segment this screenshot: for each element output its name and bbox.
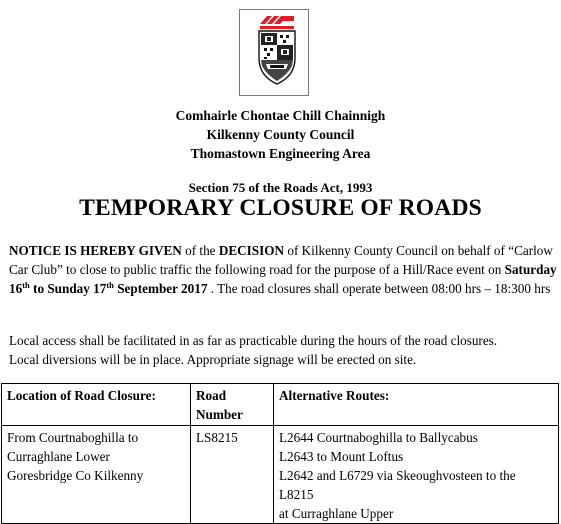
date-join: to Sunday 17 bbox=[29, 281, 107, 296]
road-number-header bbox=[191, 384, 274, 426]
table-row bbox=[2, 426, 559, 524]
location-line: Curraghlane Lower bbox=[7, 449, 110, 464]
start-date: Saturday 16 bbox=[9, 262, 557, 296]
number-header-line: Number bbox=[196, 407, 243, 422]
start-date-suffix: th bbox=[22, 280, 30, 290]
closure-hours: . The road closures shall operate between 08:00 hrs – 18:300 hrs bbox=[207, 281, 551, 296]
table-header-row bbox=[2, 384, 559, 426]
location-line: Goresbridge Co Kilkenny bbox=[7, 468, 144, 483]
local-diversions-line: Local diversions will be in place. Appropriate signage will be erected on site. bbox=[9, 352, 417, 367]
route-line: at Curraghlane Upper bbox=[279, 506, 394, 521]
notice-title: TEMPORARY CLOSURE OF ROADS bbox=[79, 195, 482, 221]
council-english-name: Kilkenny County Council bbox=[206, 127, 355, 142]
alternative-routes-cell bbox=[274, 426, 559, 524]
crest-logo bbox=[239, 9, 309, 96]
route-line: L2643 to Mount Loftus bbox=[279, 449, 404, 464]
closure-location-cell bbox=[2, 426, 191, 524]
decision-word: DECISION bbox=[218, 243, 285, 258]
route-line: L2644 Courtnaboghilla to Ballycabus bbox=[279, 430, 478, 445]
kilkenny-county-council-crest-icon bbox=[240, 10, 308, 95]
road-number-cell: LS8215 bbox=[191, 426, 274, 524]
road-closure-table bbox=[1, 383, 559, 524]
notice-paragraph bbox=[9, 241, 557, 298]
alternative-routes-header: Alternative Routes: bbox=[274, 384, 559, 426]
notice-lead-connector: of the bbox=[181, 243, 219, 258]
council-irish-name: Comhairle Chontae Chill Chainnigh bbox=[175, 108, 386, 123]
act-reference: Section 75 of the Roads Act, 1993 bbox=[188, 180, 373, 195]
route-line: L2642 and L6729 via Skeoughvosteen to the L8215 bbox=[279, 468, 516, 502]
end-date-suffix: th bbox=[106, 280, 114, 290]
local-access-line: Local access shall be facilitated in as far as practicable during the hours of the road closures. bbox=[9, 333, 498, 348]
location-header: Location of Road Closure: bbox=[2, 384, 191, 426]
road-header-line: Road bbox=[196, 388, 227, 403]
date-month-year: September 2017 bbox=[113, 281, 208, 296]
notice-lead: NOTICE IS HEREBY GIVEN bbox=[9, 243, 182, 258]
notice-body: of Kilkenny County Council on behalf of “Carlow Car Club” to close to public traffic the following road for the purpose of a Hill/Race event on bbox=[9, 243, 553, 277]
location-line: From Courtnaboghilla to bbox=[7, 430, 139, 445]
access-paragraph bbox=[9, 331, 557, 369]
engineering-area: Thomastown Engineering Area bbox=[190, 146, 371, 161]
